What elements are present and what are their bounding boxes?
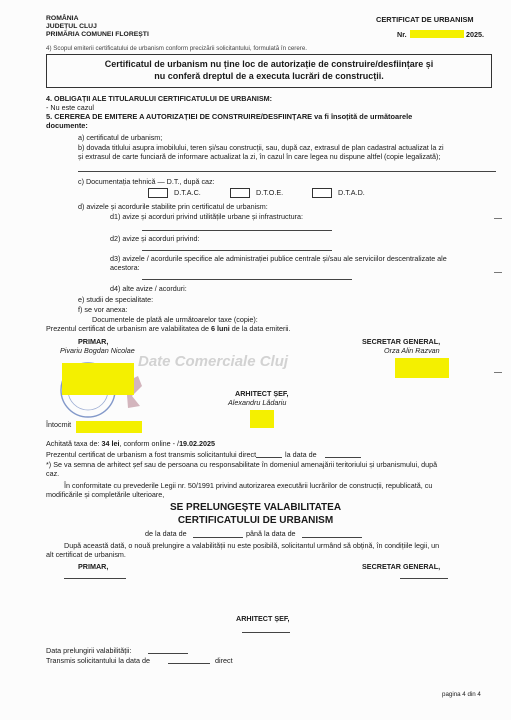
margin-mark [494,218,502,219]
secretar-name: Orza Alin Razvan [384,346,440,355]
header-country: ROMÂNIA [46,15,79,22]
watermark: Date Comerciale Cluj [138,353,289,370]
extension-direct-label: direct [215,656,233,665]
section4-line: - Nu este cazul [46,103,94,112]
doc-d3-line2: acestora: [110,263,140,272]
fee-amount: 34 lei [101,439,120,448]
doc-e: e) studii de specialitate: [78,295,154,304]
dtoe-checkbox[interactable] [230,188,250,198]
note-line2: caz. [46,469,60,478]
extension-from-label: de la data de [145,529,187,538]
d2-fill-line [142,250,332,251]
fee-before: Achitată taxa de: [46,439,100,448]
validity-after: de la data emiterii. [231,324,291,333]
redacted-arhitect-signature [250,410,274,428]
redacted-secretar-signature [395,358,449,378]
fee-date: 19.02.2025 [179,439,216,448]
doc-d1: d1) avize și acorduri privind utilitățile urbane și infrastructura: [110,212,303,221]
doc-d2: d2) avize și acorduri privind: [110,234,200,243]
dtoe-label: D.T.O.E. [256,188,284,197]
redacted-stamp [62,363,134,395]
dtac-checkbox[interactable] [148,188,168,198]
extension-from-line [193,537,243,538]
validity-unit: luni [217,324,230,333]
doc-b-line2: și extrasul de carte funciară de informare actualizat la zi, în cazul în care legea nu dispune altfel (copie legalizată); [78,152,441,161]
extension-title1: SE PRELUNGEȘTE VALABILITATEA [169,502,342,513]
fee-paid-line [46,439,215,448]
header-institution: PRIMĂRIA COMUNEI FLOREȘTI [46,31,149,38]
doc-d4: d4) alte avize / acorduri: [110,284,187,293]
extension-transmitted-label: Transmis solicitantului la data de [46,656,151,665]
page-number: pagina 4 din 4 [442,691,481,698]
redacted-number [410,30,464,38]
transmission-line: Prezentul certificat de urbanism a fost transmis solicitantului direct [46,450,257,459]
doc-f: f) se vor anexa: [78,305,128,314]
section5-title-cont: documente: [46,121,88,130]
extension-para-line1: După această dată, o nouă prelungire a valabilității nu este posibilă, solicitantul urmând să obțină, în condițiile legii, un [64,541,440,550]
doc-b-line1: b) dovada titlului asupra imobilului, teren și/sau construcții, sau, după caz, extrasul de plan cadastral actualizat la zi [78,143,444,152]
dtad-label: D.T.A.D. [338,188,365,197]
dtac-label: D.T.A.C. [174,188,201,197]
doc-fees: Documentele de plată ale următoarelor taxe (copie): [92,315,258,324]
header-county: JUDEȚUL CLUJ [46,23,97,30]
validity-value: 6 [211,324,216,333]
law-line2: modificările și completările ulterioare, [46,490,165,499]
notice-text: Certificatul de urbanism nu ține loc de autorizație de construire/desființare și nu conferă dreptul de a executa lucrări de construcții. [104,59,434,81]
header-number-prefix: Nr. [397,30,407,39]
redacted-intocmit [76,421,142,433]
transmission-date-label: la data de [285,450,317,459]
header-number-suffix: 2025. [466,30,484,39]
section5-title: 5. CEREREA DE EMITERE A AUTORIZAȚIEI DE CONSTRUIRE/DESFIINȚARE va fi însoțită de următoarele [46,112,413,121]
purpose-note: 4) Scopul emiterii certificatului de urbanism conform precizării solicitantului, formulată în cerere. [46,45,308,52]
intocmit-label: Întocmit [46,420,72,429]
doc-b-fill-line [78,171,496,172]
extension-title2: CERTIFICATULUI DE URBANISM [177,515,334,526]
extension-secretar-label: SECRETAR GENERAL, [362,562,441,571]
margin-mark [494,372,502,373]
doc-a: a) certificatul de urbanism; [78,133,163,142]
extension-arhitect-label: ARHITECT ȘEF, [236,614,290,623]
extension-secretar-line [400,578,448,579]
doc-d3-line1: d3) avizele / acordurile specifice ale administrației publice centrale și/sau ale serviciilor descentralizate ale [110,254,447,263]
doc-d: d) avizele și acordurile stabilite prin certificatul de urbanism: [78,202,268,211]
extension-date-line [148,653,188,654]
fee-middle: , conform online - / [119,439,180,448]
arhitect-label: ARHITECT ȘEF, [235,389,289,398]
validity-before: Prezentul certificat de urbanism are valabilitatea de [46,324,210,333]
d1-fill-line [142,230,332,231]
dtad-checkbox[interactable] [312,188,332,198]
notice-box [46,54,492,88]
note-line1: *) Se va semna de arhitect șef sau de persoana cu responsabilitate în domeniul amenajării teritoriului și urbanismului, după [46,460,438,469]
primar-label: PRIMAR, [78,337,109,346]
extension-to-line [302,537,362,538]
d3-fill-line [142,279,352,280]
extension-transmitted-line [168,663,210,664]
secretar-label: SECRETAR GENERAL, [362,337,441,346]
doc-c: c) Documentația tehnică — D.T., după caz: [78,177,215,186]
primar-name: Pivariu Bogdan Nicolae [60,346,135,355]
extension-to-label: până la data de [246,529,296,538]
validity-line [46,324,291,333]
margin-mark [494,272,502,273]
header-doc-type: CERTIFICAT DE URBANISM [376,15,474,24]
extension-primar-line [64,578,126,579]
section4-title: 4. OBLIGAȚII ALE TITULARULUI CERTIFICATULUI DE URBANISM: [46,94,272,103]
arhitect-name: Alexandru Lădariu [228,398,287,407]
extension-para-line2: alt certificat de urbanism. [46,550,126,559]
transmission-date-line [325,457,361,458]
law-line1: În conformitate cu prevederile Legii nr. 50/1991 privind autorizarea executării lucrărilor de construcții, republicată, cu [64,481,433,490]
transmission-fill-line [256,457,282,458]
extension-date-label: Data prelungirii valabilității: [46,646,132,655]
extension-primar-label: PRIMAR, [78,562,109,571]
extension-arhitect-line [242,632,290,633]
